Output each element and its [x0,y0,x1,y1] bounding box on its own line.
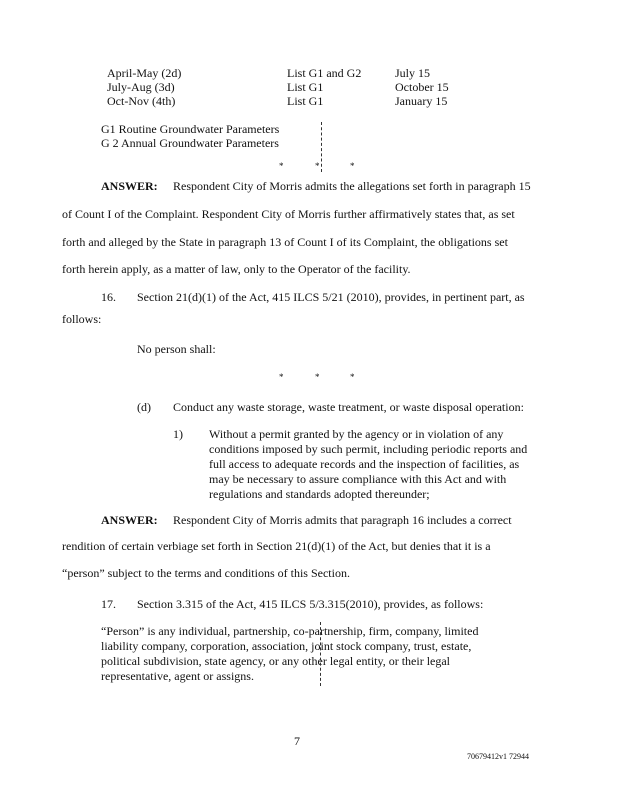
subsection-label: (d) [137,400,151,414]
document-id: 70679412v1 72944 [467,752,529,761]
answer-text: “person” subject to the terms and conditions of this Section. [62,566,350,580]
schedule-period: Oct-Nov (4th) [107,94,176,108]
legend-g2: G 2 Annual Groundwater Parameters [101,136,279,150]
subsection-text: Conduct any waste storage, waste treatment, or waste disposal operation: [173,400,524,414]
answer-text: Respondent City of Morris admits that paragraph 16 includes a correct [173,513,512,527]
quote-text: political subdivision, state agency, or any other legal entity, or their legal [101,654,451,668]
ellipsis-star: * [279,161,284,171]
schedule-period: April-May (2d) [107,66,182,80]
quote-text: “Person” is any individual, partnership, co-partnership, firm, company, limited [101,624,479,638]
paragraph-number: 17. [101,597,116,611]
answer-label: ANSWER: [101,513,158,527]
revision-bar [321,122,322,172]
answer-label: ANSWER: [101,179,158,193]
ellipsis-star: * [315,161,320,171]
schedule-list: List G1 [287,80,324,94]
schedule-due: October 15 [395,80,449,94]
item-text: Without a permit granted by the agency or in violation of any [209,427,504,441]
paragraph-text: Section 3.315 of the Act, 415 ILCS 5/3.315(2010), provides, as follows: [137,597,484,611]
schedule-list: List G1 [287,94,324,108]
answer-text: forth and alleged by the State in paragraph 13 of Count I of its Complaint, the obligations set [62,235,508,249]
item-text: may be necessary to assure compliance with this Act and with [209,472,507,486]
quote-intro: No person shall: [137,342,216,356]
paragraph-number: 16. [101,290,116,304]
paragraph-text: Section 21(d)(1) of the Act, 415 ILCS 5/21 (2010), provides, in pertinent part, as [137,290,525,304]
item-text: full access to adequate records and the inspection of facilities, as [209,457,520,471]
item-label: 1) [173,427,183,441]
schedule-period: July-Aug (3d) [107,80,175,94]
paragraph-text: follows: [62,312,102,326]
quote-text: representative, agent or assigns. [101,669,254,683]
legend-g1: G1 Routine Groundwater Parameters [101,122,280,136]
ellipsis-star: * [350,372,355,382]
answer-text: of Count I of the Complaint. Respondent City of Morris further affirmatively states that, as set [62,207,515,221]
ellipsis-star: * [315,372,320,382]
schedule-due: January 15 [395,94,448,108]
quote-text: liability company, corporation, association, joint stock company, trust, estate, [101,639,472,653]
ellipsis-star: * [279,372,284,382]
answer-text: forth herein apply, as a matter of law, only to the Operator of the facility. [62,262,411,276]
item-text: regulations and standards adopted thereunder; [209,487,430,501]
schedule-due: July 15 [395,66,431,80]
answer-text: Respondent City of Morris admits the allegations set forth in paragraph 15 [173,179,531,193]
schedule-list: List G1 and G2 [287,66,362,80]
page-number: 7 [294,734,300,748]
ellipsis-star: * [350,161,355,171]
revision-bar [320,622,321,686]
item-text: conditions imposed by such permit, including periodic reports and [209,442,528,456]
answer-text: rendition of certain verbiage set forth in Section 21(d)(1) of the Act, but denies that it is a [62,539,491,553]
